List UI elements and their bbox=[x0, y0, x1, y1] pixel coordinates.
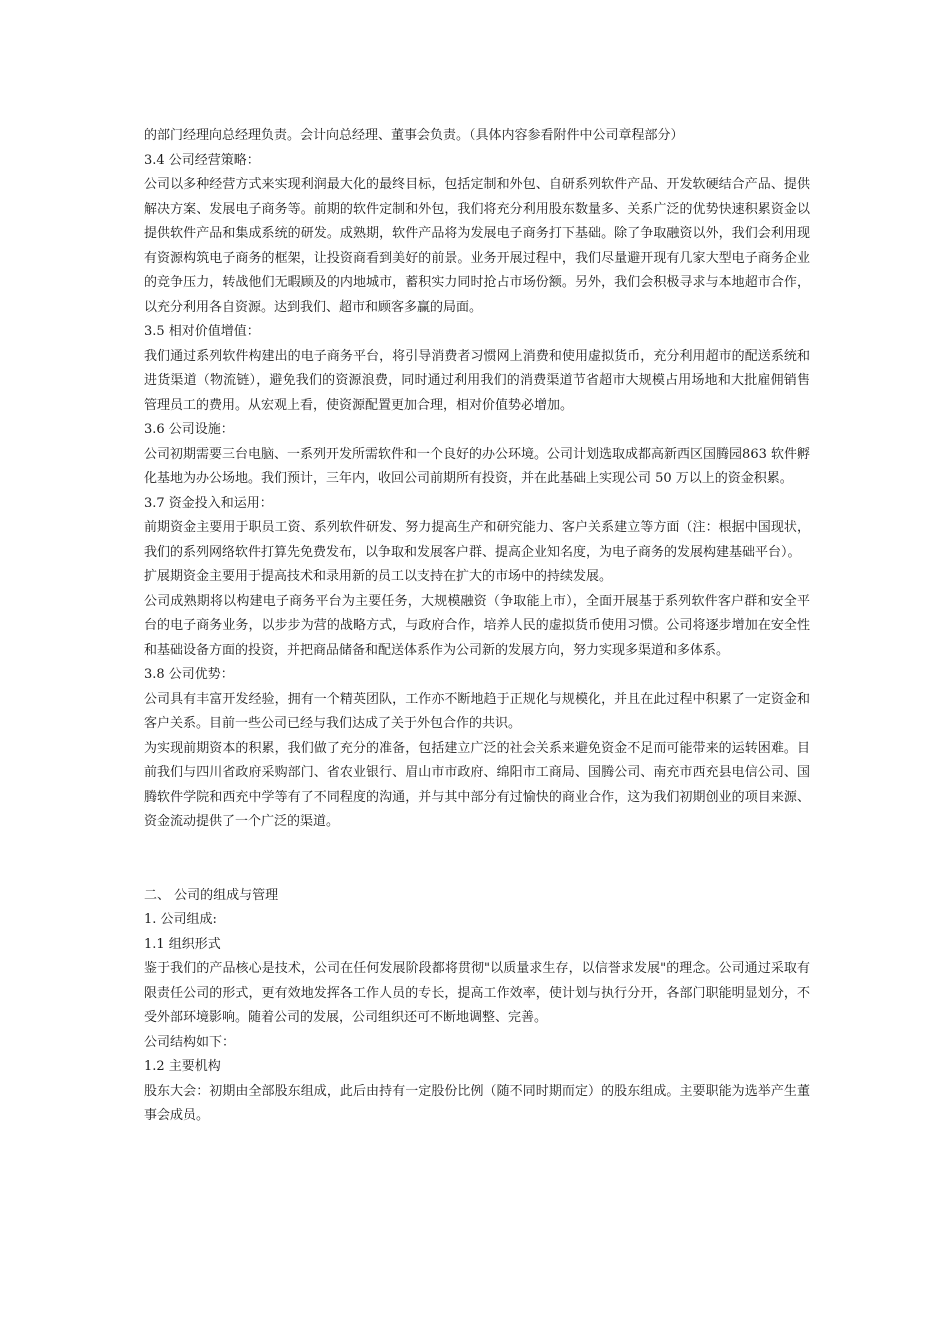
paragraph-expansion-capital: 扩展期资金主要用于提高技术和录用新的员工以支持在扩大的市场中的持续发展。 bbox=[144, 569, 613, 584]
paragraph-mature-stage: 公司成熟期将以构建电子商务平台为主要任务，大规模融资（争取能上市），全面开展基于系列软件客户群和安全平台的电子商务业务，以步步为营的战略方式，与政府合作，培养人民的虚拟货币使用习惯。公司将逐步增加在安全性和基础设备方面的投资，并把商品储备和配送体系作为公司新的发展方向，努力实现多渠道和多体系。 bbox=[144, 593, 810, 658]
heading-3-4-business-strategy: 3.4 公司经营策略： bbox=[144, 152, 260, 168]
paragraph-preparation: 为实现前期资本的积累，我们做了充分的准备，包括建立广泛的社会关系来避免资金不足而可能带来的运转困难。目前我们与四川省政府采购部门、省农业银行、眉山市市政府、绵阳市工商局、国腾公司、南充市西充县电信公司、国腾软件学院和西充中学等有了不同程度的沟通，并与其中部分有过愉快的商业合作，这为我们初期创业的项目来源、资金流动提供了一个广泛的渠道。 bbox=[144, 740, 810, 829]
heading-1-2-main-bodies: 1.2 主要机构 bbox=[144, 1059, 221, 1074]
paragraph-business-strategy: 公司以多种经营方式来实现利润最大化的最终目标，包括定制和外包、自研系列软件产品、开发软硬结合产品、提供解决方案、发展电子商务等。前期的软件定制和外包，我们将充分利用股东数量多、关系广泛的优势快速积累资金以提供软件产品和集成系统的研发。成熟期，软件产品将为发展电子商务打下基础。除了争取融资以外，我们会利用现有资源构筑电子商务的框架，让投资商看到美好的前景。业务开展过程中，我们尽量避开现有几家大型电子商务企业的竞争压力，转战他们无暇顾及的内地城市，蓄积实力同时抢占市场份额。另外，我们会积极寻求与本地超市合作，以充分利用各自资源。达到我们、超市和顾客多赢的局面。 bbox=[144, 177, 810, 315]
heading-3-5-relative-value: 3.5 相对价值增值： bbox=[144, 324, 260, 339]
paragraph-relative-value: 我们通过系列软件构建出的电子商务平台，将引导消费者习惯网上消费和使用虚拟货币，充分利用超市的配送系统和进货渠道（物流链），避免我们的资源浪费，同时通过利用我们的消费渠道节省超市大规模占用场地和大批雇佣销售管理员工的费用。从宏观上看，使资源配置更加合理，相对价值势必增加。 bbox=[144, 348, 810, 413]
heading-3-6-facilities: 3.6 公司设施： bbox=[144, 422, 234, 437]
paragraph-early-capital: 前期资金主要用于职员工资、系列软件研发、努力提高生产和研究能力、客户关系建立等方面（注：根据中国现状，我们的系列网络软件打算先免费发布，以争取和发展客户群、提高企业知名度，为电子商务的发展构建基础平台）。 bbox=[144, 520, 810, 560]
paragraph-structure-intro: 公司结构如下： bbox=[144, 1034, 236, 1050]
heading-1-composition: 1. 公司组成: bbox=[144, 912, 217, 927]
heading-3-8-advantages: 3.8 公司优势： bbox=[144, 667, 234, 682]
paragraph-organization-form: 鉴于我们的产品核心是技术，公司在任何发展阶段都将贯彻"以质量求生存，以信誉求发展"的理念。公司通过采取有限责任公司的形式，更有效地发挥各工作人员的专长，提高工作效率，使计划与执行分开，各部门职能明显划分，不受外部环境影响。随着公司的发展，公司组织还可不断地调整、完善。 bbox=[144, 961, 810, 1025]
section-heading-organization: 二、 公司的组成与管理 bbox=[144, 887, 279, 903]
paragraph-advantages: 公司具有丰富开发经验，拥有一个精英团队，工作亦不断地趋于正规化与规模化，并且在此过程中积累了一定资金和客户关系。目前一些公司已经与我们达成了关于外包合作的共识。 bbox=[144, 691, 810, 731]
paragraph-reporting-lines: 的部门经理向总经理负责。会计向总经理、董事会负责。（具体内容参看附件中公司章程部分） bbox=[144, 128, 684, 143]
paragraph-shareholders-meeting: 股东大会：初期由全部股东组成，此后由持有一定股份比例（随不同时期而定）的股东组成。主要职能为选举产生董事会成员。 bbox=[144, 1083, 810, 1123]
heading-1-1-form: 1.1 组织形式 bbox=[144, 936, 221, 952]
paragraph-facilities: 公司初期需要三台电脑、一系列开发所需软件和一个良好的办公环境。公司计划选取成都高新西区国腾园863 软件孵化基地为办公场地。我们预计，三年内，收回公司前期所有投资，并在此基础上实现公司 50 万以上的资金积累。 bbox=[144, 446, 810, 486]
document-body bbox=[144, 124, 810, 1129]
heading-3-7-capital-use: 3.7 资金投入和运用： bbox=[144, 495, 273, 511]
